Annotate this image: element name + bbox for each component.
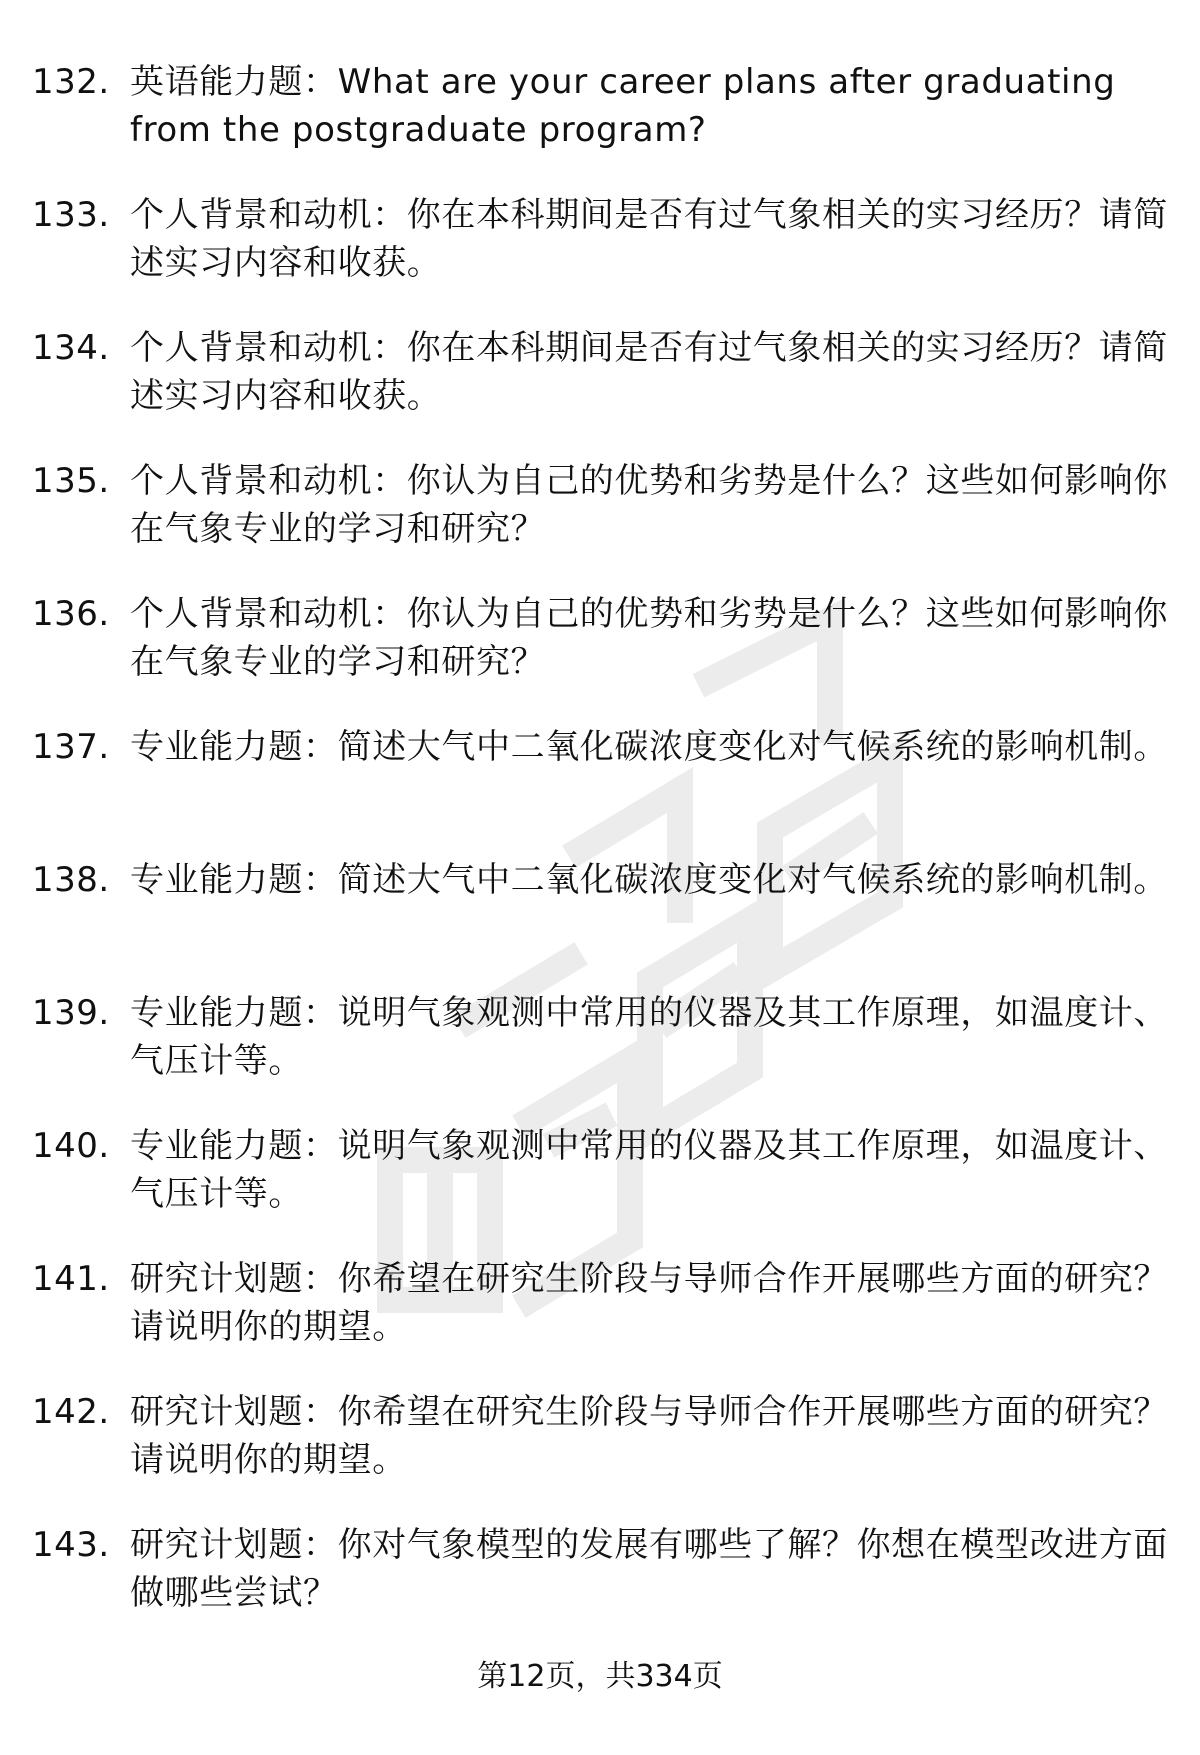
question-text: 英语能力题：What are your career plans after graduating from the postgraduate program?	[130, 62, 1116, 150]
question-item	[32, 989, 1168, 1122]
question-number: 140.	[32, 1126, 110, 1166]
question-item	[32, 590, 1168, 723]
question-number: 138.	[32, 860, 110, 900]
question-item	[32, 58, 1152, 191]
question-number: 133.	[32, 195, 110, 235]
question-item	[32, 1388, 1168, 1521]
question-text: 个人背景和动机：你认为自己的优势和劣势是什么？这些如何影响你在气象专业的学习和研究？	[130, 594, 1168, 682]
question-item	[32, 191, 1168, 324]
question-text: 个人背景和动机：你在本科期间是否有过气象相关的实习经历？请简述实习内容和收获。	[130, 195, 1168, 283]
question-number: 136.	[32, 594, 110, 634]
question-item	[32, 457, 1168, 590]
question-text: 专业能力题：简述大气中二氧化碳浓度变化对气候系统的影响机制。	[130, 727, 1168, 767]
question-number: 143.	[32, 1525, 110, 1565]
question-number: 141.	[32, 1259, 110, 1299]
question-number: 134.	[32, 328, 110, 368]
question-item	[32, 1521, 1168, 1654]
question-text: 专业能力题：说明气象观测中常用的仪器及其工作原理，如温度计、气压计等。	[130, 1126, 1168, 1214]
question-item	[32, 1122, 1168, 1255]
question-list	[32, 58, 1168, 1654]
question-text: 研究计划题：你希望在研究生阶段与导师合作开展哪些方面的研究？请说明你的期望。	[130, 1259, 1168, 1347]
question-number: 142.	[32, 1392, 110, 1432]
question-number: 137.	[32, 727, 110, 767]
question-text: 研究计划题：你希望在研究生阶段与导师合作开展哪些方面的研究？请说明你的期望。	[130, 1392, 1168, 1480]
question-text: 专业能力题：简述大气中二氧化碳浓度变化对气候系统的影响机制。	[130, 860, 1168, 900]
question-number: 132.	[32, 62, 110, 102]
question-number: 135.	[32, 461, 110, 501]
question-text: 专业能力题：说明气象观测中常用的仪器及其工作原理，如温度计、气压计等。	[130, 993, 1168, 1081]
question-text: 研究计划题：你对气象模型的发展有哪些了解？你想在模型改进方面做哪些尝试？	[130, 1525, 1168, 1613]
question-item	[32, 324, 1168, 457]
question-number: 139.	[32, 993, 110, 1033]
question-text: 个人背景和动机：你在本科期间是否有过气象相关的实习经历？请简述实习内容和收获。	[130, 328, 1168, 416]
question-item	[32, 856, 1168, 989]
question-item	[32, 1255, 1168, 1388]
question-item	[32, 723, 1168, 856]
question-text: 个人背景和动机：你认为自己的优势和劣势是什么？这些如何影响你在气象专业的学习和研究？	[130, 461, 1168, 549]
page-number-footer: 第12页，共334页	[477, 1659, 723, 1694]
